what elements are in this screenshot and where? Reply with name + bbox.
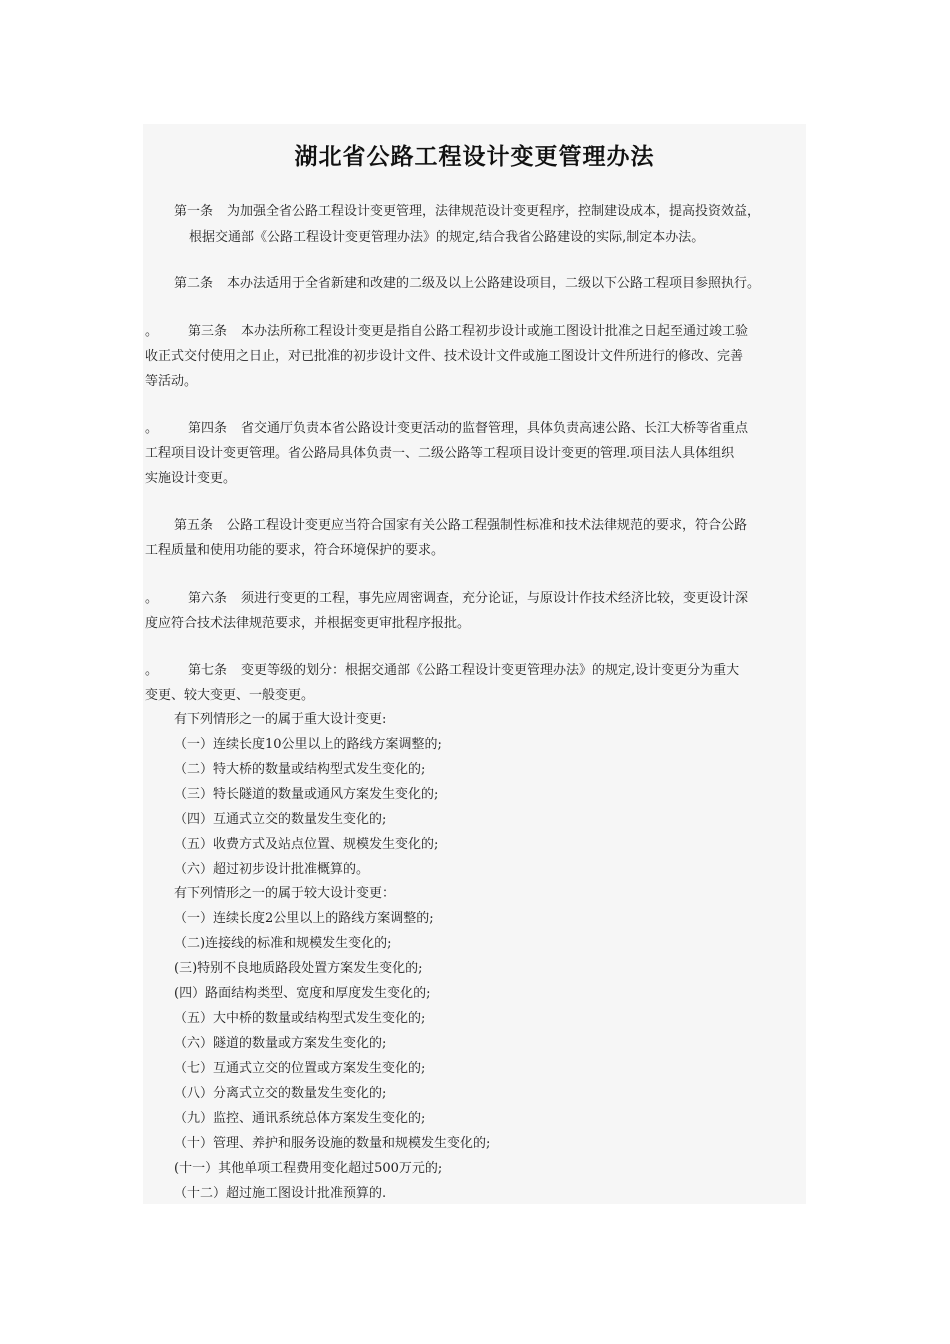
- article-5-line-2: 工程质量和使用功能的要求，符合环境保护的要求。: [145, 543, 445, 558]
- list-item: （一）连续长度2公里以上的路线方案调整的;: [174, 911, 434, 926]
- article-5-line-1: 第五条 公路工程设计变更应当符合国家有关公路工程强制性标准和技术法律规范的要求，符合公路: [174, 518, 748, 533]
- list-item: (三)特别不良地质路段处置方案发生变化的;: [174, 961, 423, 976]
- article-label: 第三条: [188, 324, 228, 339]
- article-6-line-1: 。 第六条 须进行变更的工程，事先应周密调查，充分论证，与原设计作技术经济比较，变更设计深: [145, 591, 749, 606]
- list-item: (十一）其他单项工程费用变化超过500万元的;: [174, 1161, 443, 1176]
- document-title: 湖北省公路工程设计变更管理办法: [294, 144, 655, 170]
- list-item: （二）特大桥的数量或结构型式发生变化的;: [174, 762, 426, 777]
- article-label: 第五条: [174, 518, 214, 533]
- list-item: （六）隧道的数量或方案发生变化的;: [174, 1036, 387, 1051]
- article-4-line-2: 工程项目设计变更管理。省公路局具体负责一、二级公路等工程项目设计变更的管理.项目法人具体组织: [145, 446, 735, 461]
- article-label: 第七条: [188, 663, 228, 678]
- article-3-line-2: 收正式交付使用之日止，对已批准的初步设计文件、技术设计文件或施工图设计文件所进行的修改、完善: [145, 349, 744, 364]
- article-4-line-3: 实施设计变更。: [145, 471, 237, 486]
- article-label: 第四条: [188, 421, 228, 436]
- list-item: （七）互通式立交的位置或方案发生变化的;: [174, 1061, 426, 1076]
- article-4-line-1: 。 第四条 省交通厅负责本省公路设计变更活动的监督管理，具体负责高速公路、长江大桥等省重点: [145, 421, 749, 436]
- list-item: （一）连续长度10公里以上的路线方案调整的;: [174, 737, 442, 752]
- article-3-line-1: 。 第三条 本办法所称工程设计变更是指自公路工程初步设计或施工图设计批准之日起至通过竣工验: [145, 324, 749, 339]
- article-1-line-1: 第一条 为加强全省公路工程设计变更管理，法律规范设计变更程序，控制建设成本，提高投资效益，: [174, 204, 761, 219]
- list-item: （十）管理、养护和服务设施的数量和规模发生变化的;: [174, 1136, 491, 1151]
- article-3-line-3: 等活动。: [145, 374, 198, 389]
- list-item: (四）路面结构类型、宽度和厚度发生变化的;: [174, 986, 431, 1001]
- article-7-line-1: 。 第七条 变更等级的划分：根据交通部《公路工程设计变更管理办法》的规定,设计变更分为重大: [145, 663, 740, 678]
- article-label: 第一条: [174, 204, 214, 219]
- list-item: （三）特长隧道的数量或通风方案发生变化的;: [174, 787, 439, 802]
- list-item: （九）监控、通讯系统总体方案发生变化的;: [174, 1111, 426, 1126]
- article-1-line-2: 根据交通部《公路工程设计变更管理办法》的规定,结合我省公路建设的实际,制定本办法。: [189, 230, 705, 245]
- article-label: 第二条: [174, 276, 214, 291]
- list-item: （五）收费方式及站点位置、规模发生变化的;: [174, 837, 439, 852]
- major-change-intro: 有下列情形之一的属于重大设计变更:: [174, 712, 387, 727]
- article-2-line-1: 第二条 本办法适用于全省新建和改建的二级及以上公路建设项目，二级以下公路工程项目参照执行。: [174, 276, 761, 291]
- list-item: （八）分离式立交的数量发生变化的;: [174, 1086, 387, 1101]
- list-item: （十二）超过施工图设计批准预算的.: [174, 1186, 387, 1201]
- article-6-line-2: 度应符合技术法律规范要求，并根据变更审批程序报批。: [145, 616, 471, 631]
- large-change-intro: 有下列情形之一的属于较大设计变更：: [174, 886, 396, 901]
- list-item: （五）大中桥的数量或结构型式发生变化的;: [174, 1011, 426, 1026]
- list-item: （二)连接线的标准和规模发生变化的;: [174, 936, 392, 951]
- list-item: （四）互通式立交的数量发生变化的;: [174, 812, 387, 827]
- article-7-line-2: 变更、较大变更、一般变更。: [145, 688, 315, 703]
- list-item: （六）超过初步设计批准概算的。: [174, 862, 370, 877]
- article-label: 第六条: [188, 591, 228, 606]
